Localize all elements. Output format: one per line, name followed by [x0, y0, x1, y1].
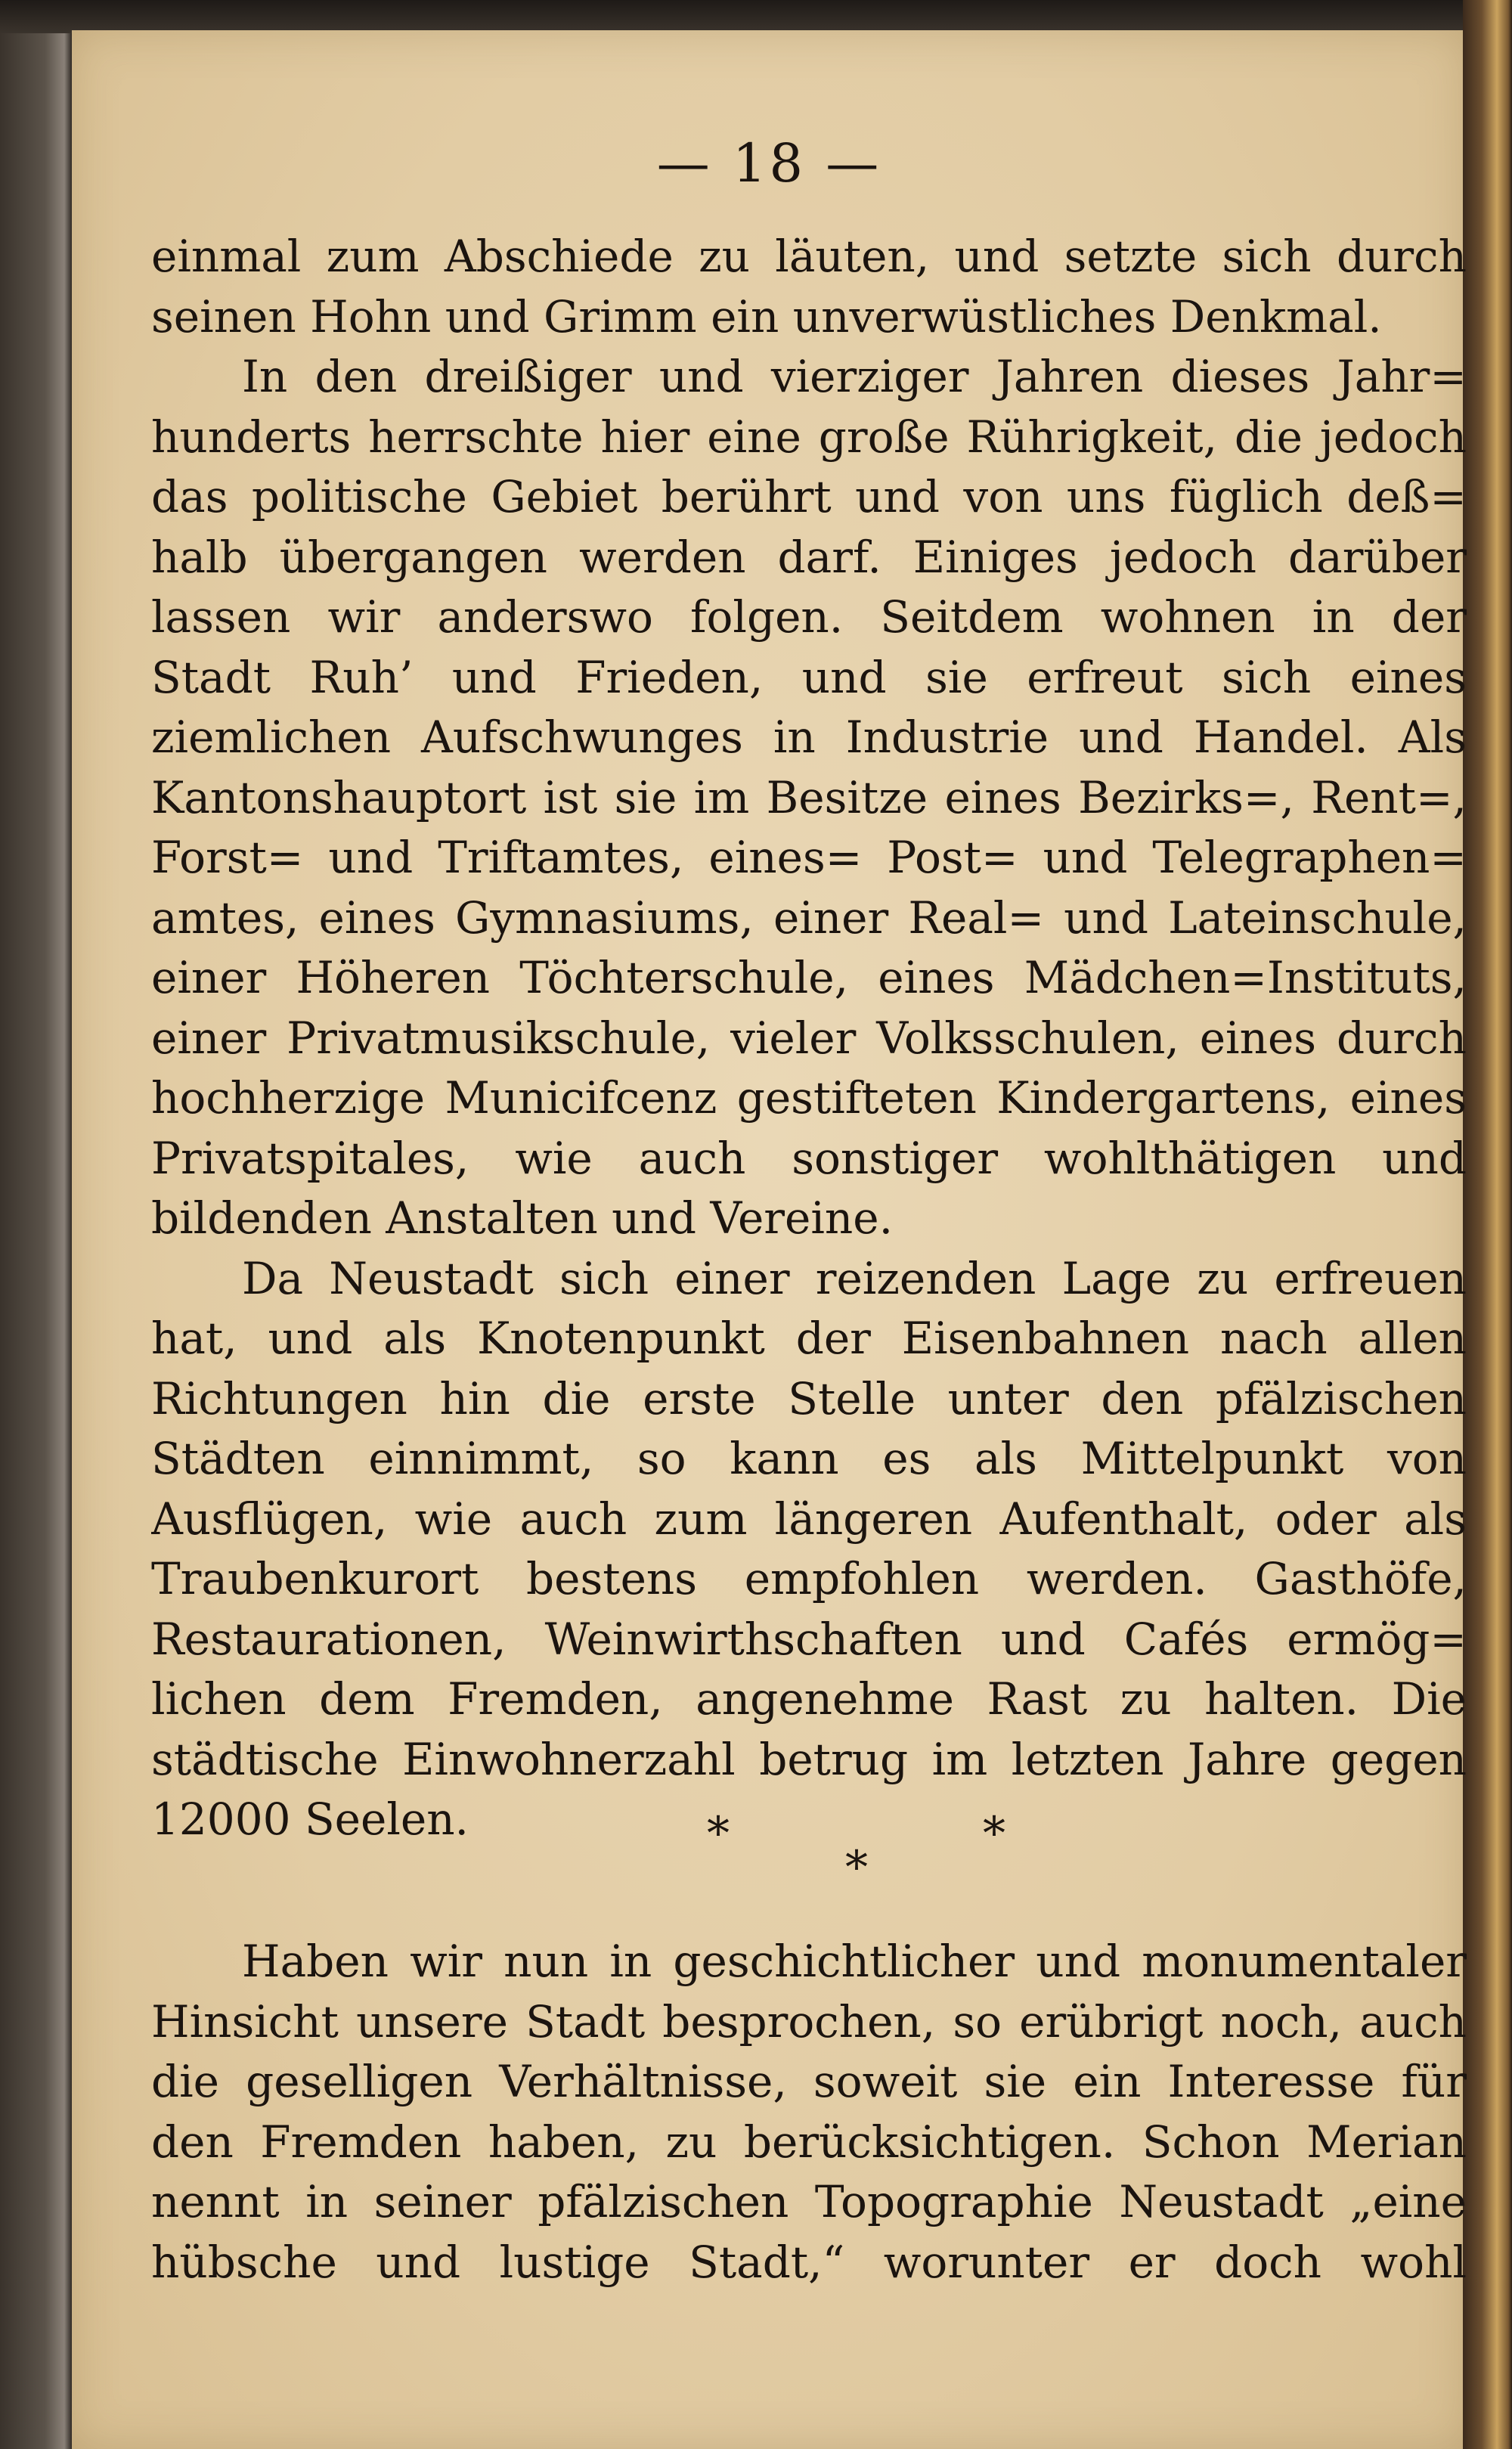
text-line: hat, und als Knotenpunkt der Eisenbahnen nach allen	[151, 1313, 1467, 1364]
text-line: Ausflügen, wie auch zum längeren Aufenthalt, oder als	[151, 1493, 1467, 1545]
text-line: das politische Gebiet berührt und von uns füglich deß=	[151, 471, 1467, 522]
text-line: lichen dem Fremden, angenehme Rast zu halten. Die	[151, 1673, 1467, 1725]
text-line: Kantonshauptort ist sie im Besitze eines Bezirks=, Rent=,	[151, 771, 1467, 823]
separator-asterisk: *	[707, 1807, 730, 1860]
text-line: Städten einnimmt, so kann es als Mittelpunkt von	[151, 1433, 1467, 1484]
text-line: seinen Hohn und Grimm ein unverwüstliches Denkmal.	[151, 290, 1382, 343]
text-line: Forst= und Triftamtes, eines= Post= und Telegraphen=	[151, 832, 1467, 883]
text-line: einmal zum Abschiede zu läuten, und setzte sich durch	[151, 231, 1467, 282]
text-line: hochherzige Municifcenz gestifteten Kindergartens, eines	[151, 1072, 1467, 1124]
text-line: Da Neustadt sich einer reizenden Lage zu erfreuen	[242, 1252, 1467, 1304]
text-line: Privatspitales, wie auch sonstiger wohlthätigen und	[151, 1132, 1467, 1184]
text-line: lassen wir anderswo folgen. Seitdem wohnen in der	[151, 591, 1467, 643]
text-line: Hinsicht unsere Stadt besprochen, so erübrigt noch, auch	[151, 1995, 1467, 2048]
text-line: Richtungen hin die erste Stelle unter den pfälzischen	[151, 1372, 1467, 1424]
page-number: — 18 —	[656, 132, 882, 194]
text-line: die geselligen Verhältnisse, soweit sie ein Interesse für	[151, 2056, 1467, 2107]
text-line: Restaurationen, Weinwirthschaften und Cafés ermög=	[151, 1613, 1467, 1665]
text-line: bildenden Anstalten und Vereine.	[151, 1192, 894, 1244]
text-line: In den dreißiger und vierziger Jahren dieses Jahr=	[242, 351, 1467, 402]
text-line: einer Privatmusikschule, vieler Volksschulen, eines durch	[151, 1012, 1467, 1064]
text-line: hunderts herrschte hier eine große Rührigkeit, die jedoch	[151, 411, 1467, 463]
text-line: Stadt Ruh’ und Frieden, und sie erfreut sich eines	[151, 651, 1467, 703]
text-line: Traubenkurort bestens empfohlen werden. Gasthöfe,	[151, 1553, 1467, 1604]
text-line: den Fremden haben, zu berücksichtigen. Schon Merian	[151, 2116, 1467, 2168]
text-line: 12000 Seelen.	[151, 1793, 469, 1845]
section-separator	[151, 1807, 1467, 1905]
separator-asterisk: *	[983, 1807, 1005, 1860]
body-text	[151, 227, 1467, 1850]
separator-asterisk: *	[845, 1841, 868, 1894]
text-line: nennt in seiner pfälzischen Topographie Neustadt „eine	[151, 2176, 1467, 2227]
text-line: hübsche und lustige Stadt,“ worunter er doch wohl	[151, 2236, 1467, 2288]
book-binding-edge	[1463, 0, 1512, 2449]
text-line: halb übergangen werden darf. Einiges jedoch darüber	[151, 531, 1467, 583]
text-line: Haben wir nun in geschichtlicher und monumentaler	[242, 1936, 1467, 1987]
scan-top-edge	[0, 0, 1512, 33]
text-line: städtische Einwohnerzahl betrug im letzten Jahre gegen	[151, 1733, 1467, 1785]
text-line: ziemlichen Aufschwunges in Industrie und Handel. Als	[151, 711, 1467, 763]
text-line: amtes, eines Gymnasiums, einer Real= und Lateinschule,	[151, 891, 1467, 944]
body-text-continued	[151, 1932, 1467, 2292]
text-line: einer Höheren Töchterschule, eines Mädchen=Instituts,	[151, 952, 1467, 1003]
